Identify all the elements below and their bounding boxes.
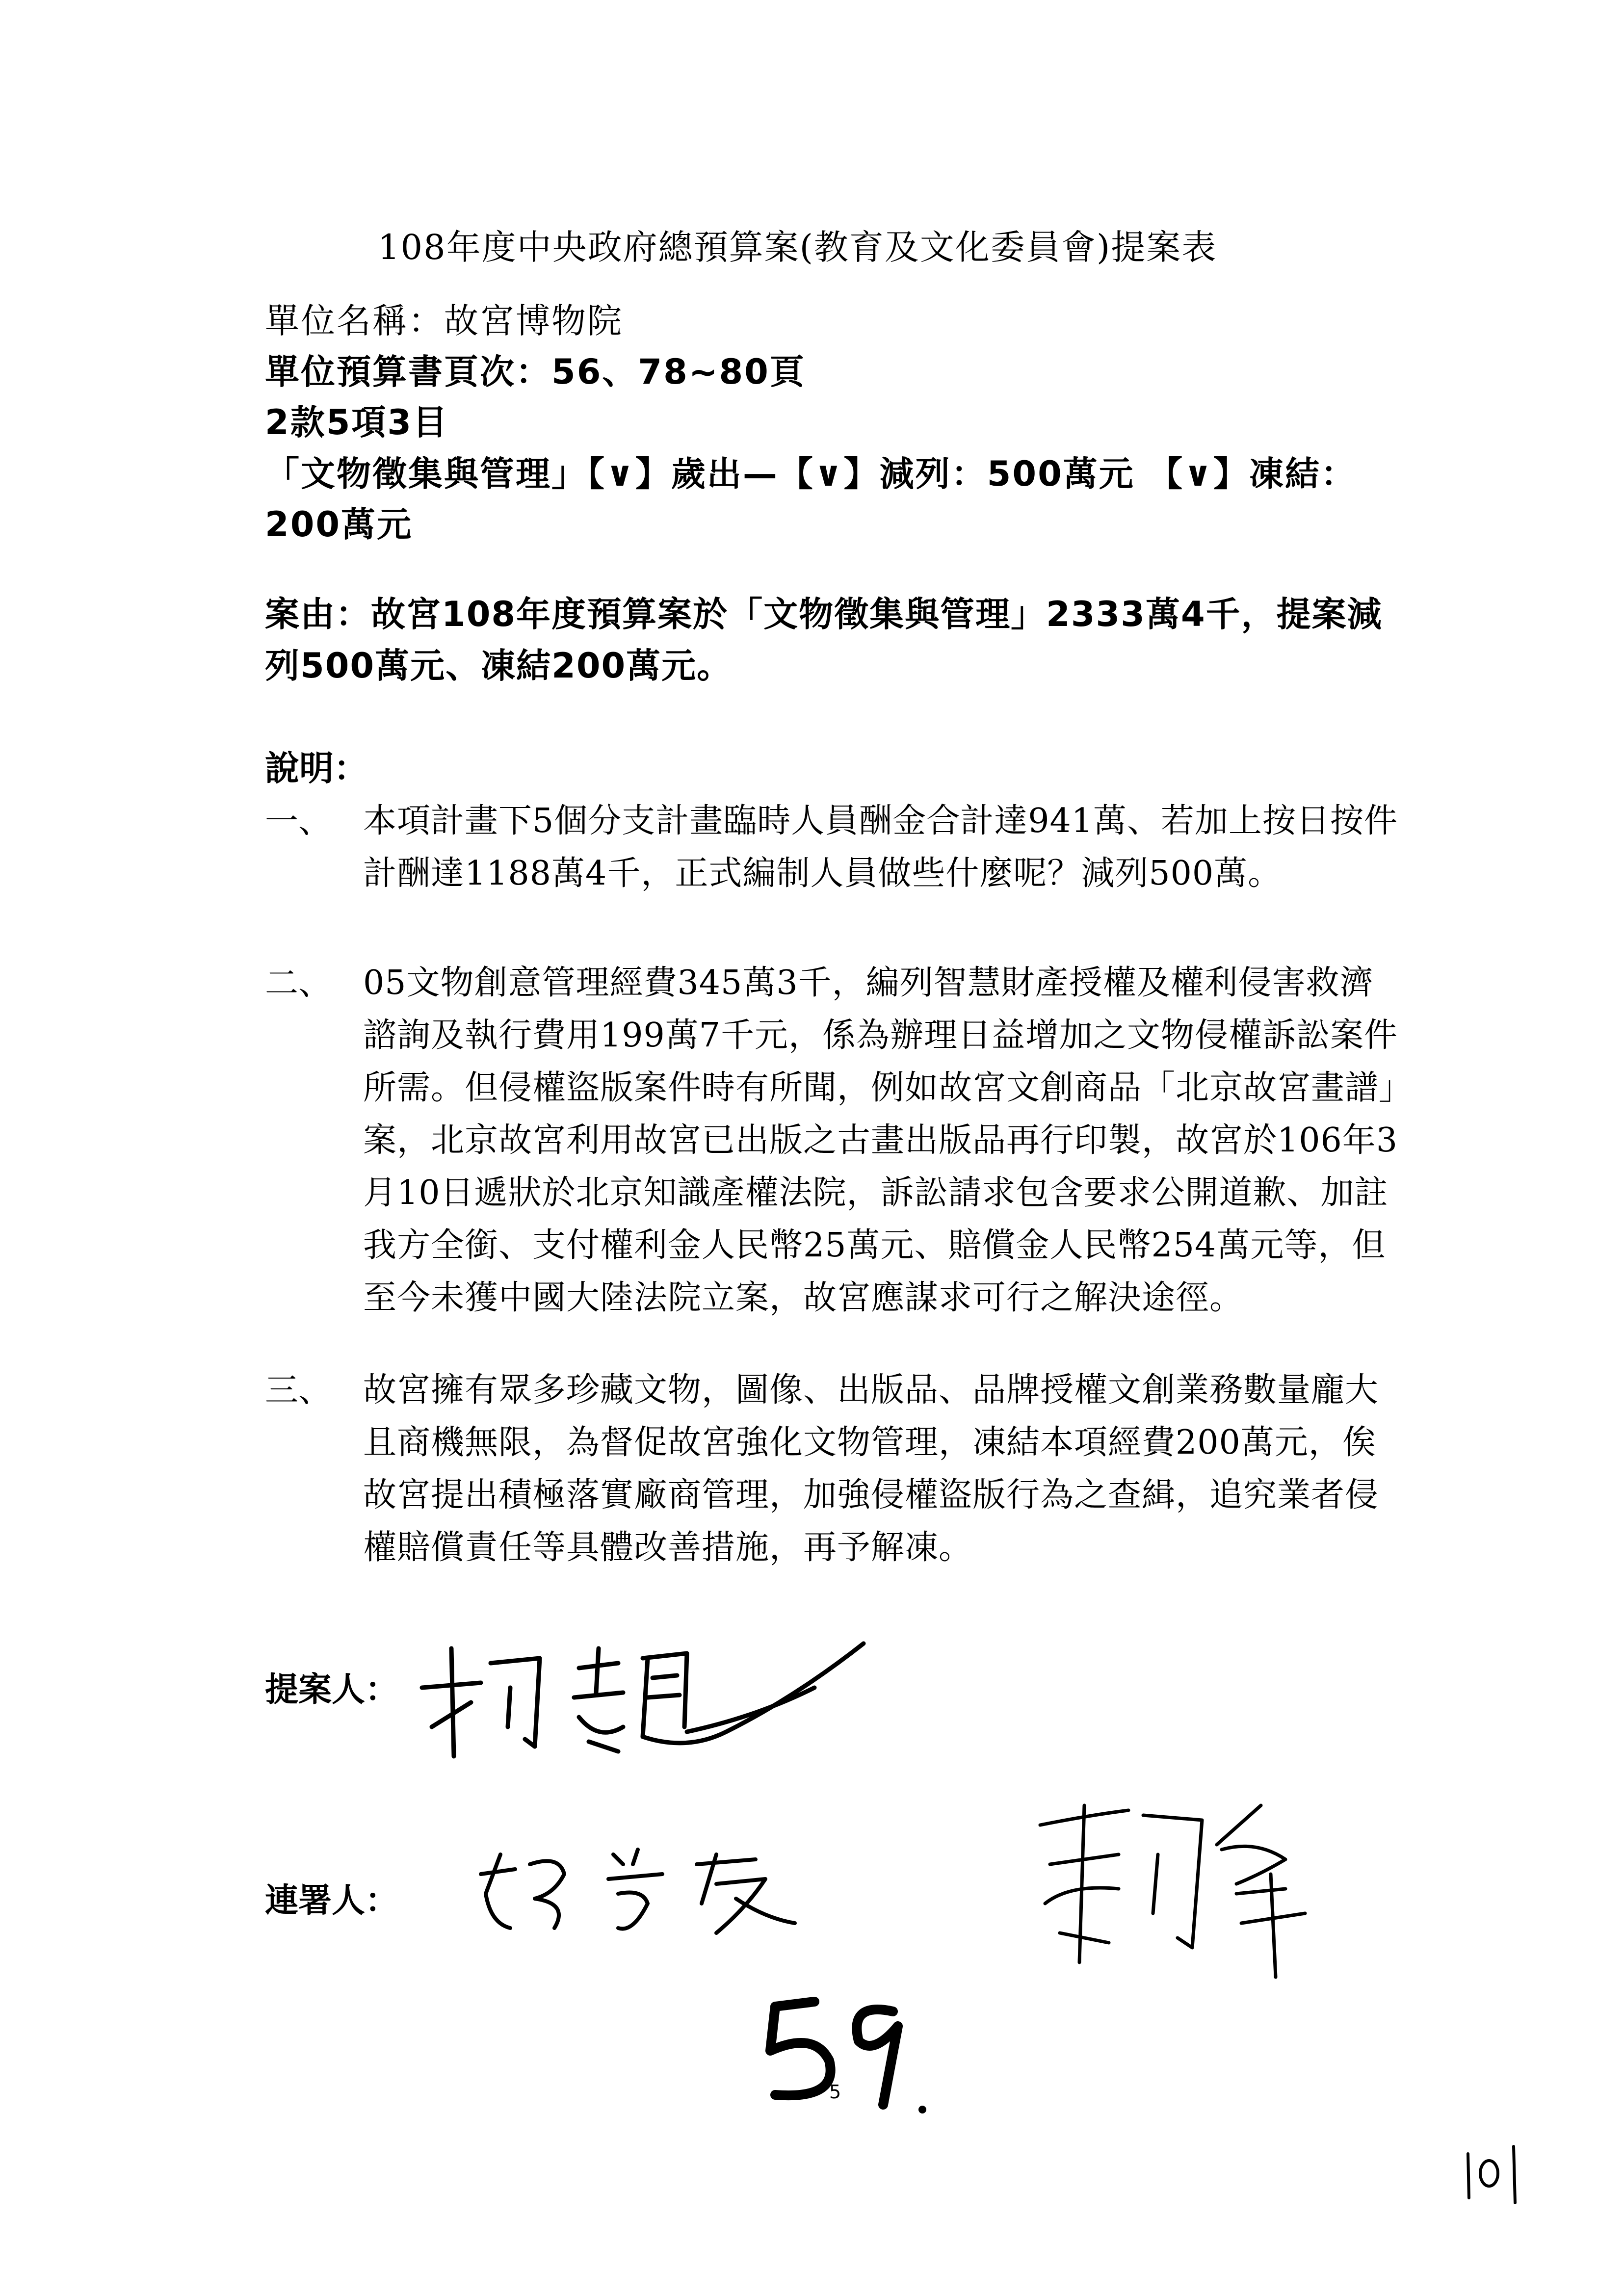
page-number: 5 [829,2081,841,2103]
item-number: 二、 [265,964,332,1003]
item-number: 一、 [265,802,332,841]
unit-name: 單位名稱：故宮博物院 [265,301,623,341]
proposer-signature [412,1629,878,1766]
cosigner-signature [1030,1786,1349,1982]
cosigner-label: 連署人： [265,1881,399,1920]
item-number: 三、 [265,1371,332,1410]
explanation-label: 說明： [265,748,368,788]
handwritten-sheet-number [1462,2144,1526,2213]
budget-pages: 單位預算書頁次：56、78~80頁 [265,352,806,392]
item-text: 05文物創意管理經費345萬3千，編列智慧財產授權及權利侵害救濟諮詢及執行費用199萬7千元，係為辦理日益增加之文物侵權訴訟案件所需。但侵權盜版案件時有所聞，例如故宮文創商品「北京故宮畫譜」案，北京故宮利用故宮已出版之古畫出版品再行印製，故宮於106年3月10日遞狀於北京知識產權法院，訴訟請求包含要求公開道歉、加註我方全銜、支付權利金人民幣25萬元、賠償金人民幣254萬元等，但至今未獲中國大陸法院立案，故宮應謀求可行之解決途徑。 [363,964,1398,1317]
item-text: 本項計畫下5個分支計畫臨時人員酬金合計達941萬、若加上按日按件計酬達1188萬4千，正式編制人員做些什麼呢？減列500萬。 [363,802,1398,893]
proposer-label: 提案人： [265,1670,399,1709]
budget-item: 2款5項3目 [265,402,449,443]
document-title: 108年度中央政府總預算案(教育及文化委員會)提案表 [378,227,1217,267]
cosigner-signature [471,1835,824,1943]
reason-paragraph: 案由：故宮108年度預算案於「文物徵集與管理」2333萬4千，提案減列500萬元、凍結200萬元。 [265,594,1383,686]
item-text: 故宮擁有眾多珍藏文物，圖像、出版品、品牌授權文創業務數量龐大且商機無限，為督促故宮強化文物管理，凍結本項經費200萬元，俟故宮提出積極落實廠商管理，加強侵權盜版行為之查緝，追究業者侵權賠償責任等具體改善措施，再予解凍。 [363,1371,1379,1567]
freeze-amount: 200萬元 [265,504,413,545]
action-line: 「文物徵集與管理」【∨】歲出—【∨】減列：500萬元 【∨】凍結： [265,454,1357,494]
handwritten-page-number [746,1977,952,2124]
